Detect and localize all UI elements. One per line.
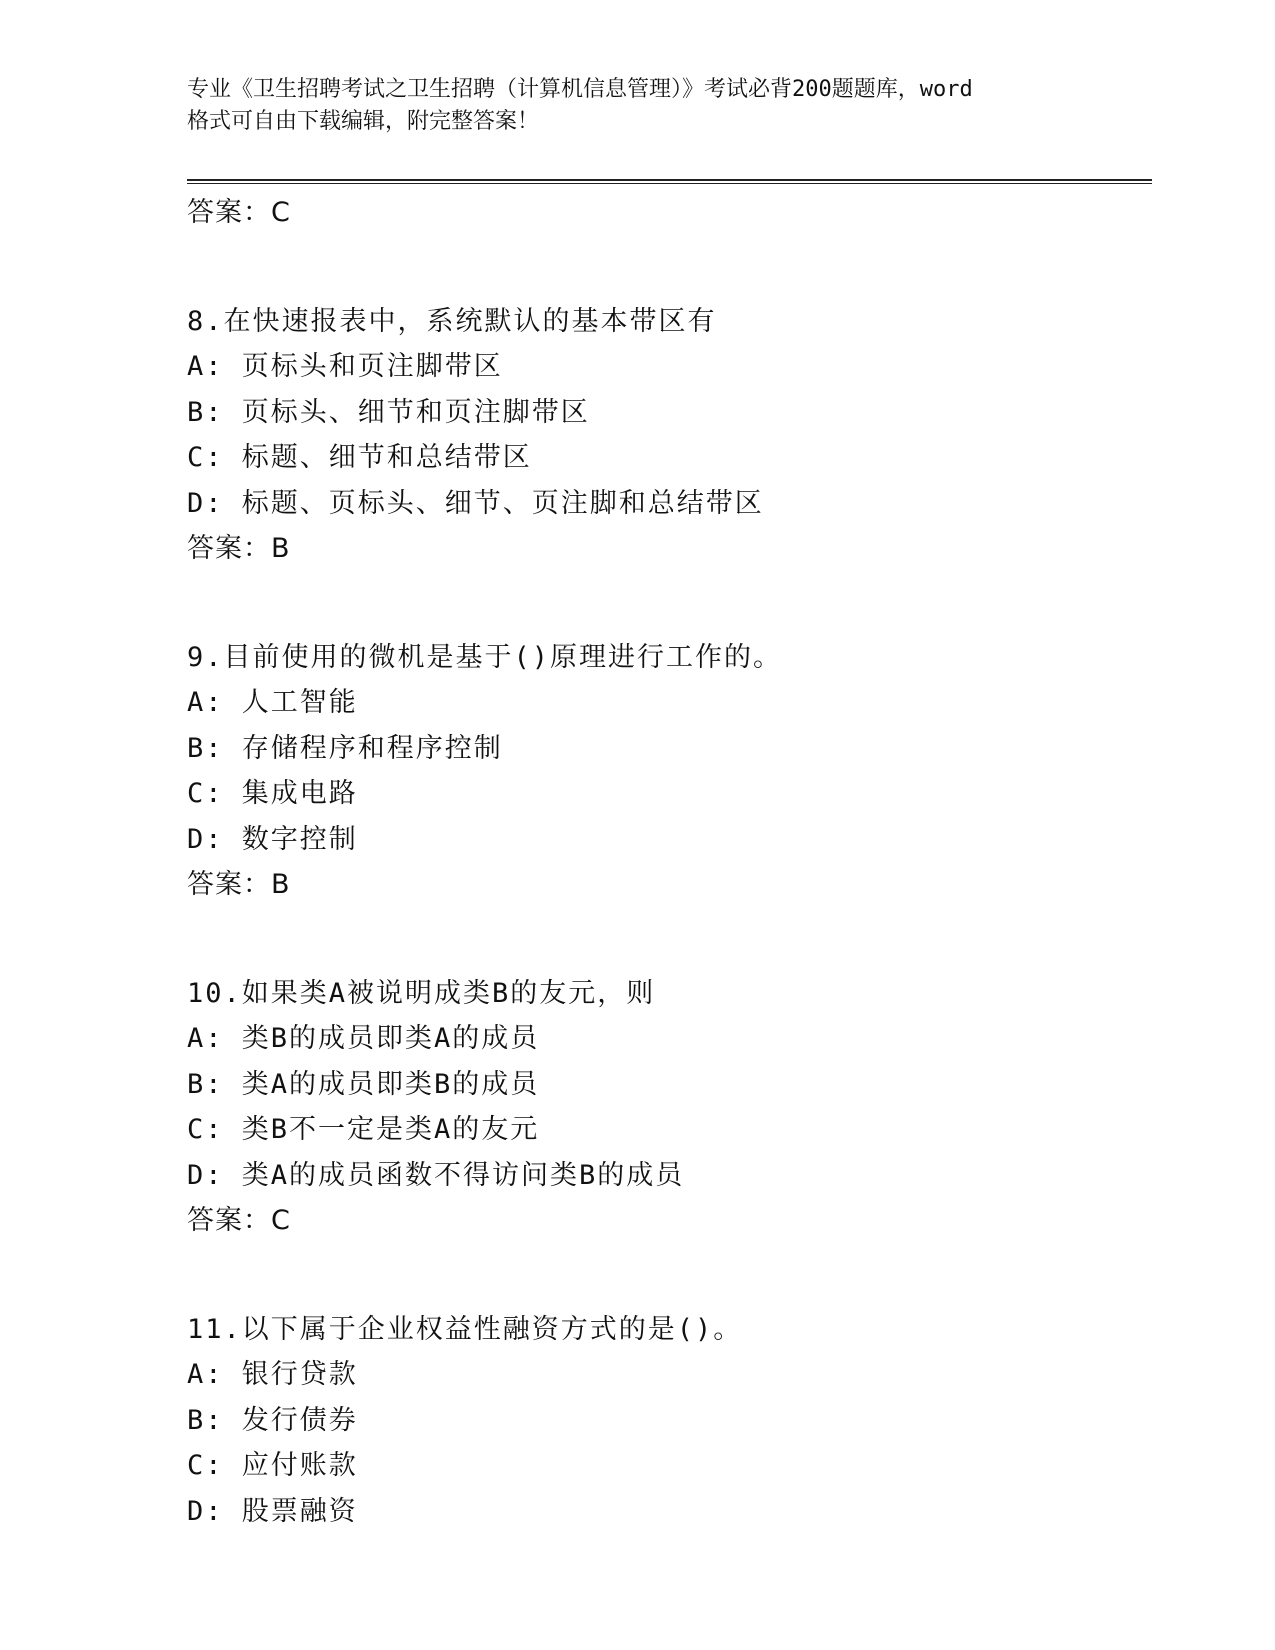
option-b: B: 发行债券 (187, 1404, 358, 1436)
answer: 答案：B (187, 533, 291, 564)
question-stem: 11.以下属于企业权益性融资方式的是()。 (187, 1313, 743, 1345)
question-stem: 8.在快速报表中，系统默认的基本带区有 (187, 305, 717, 337)
option-d: D: 类A的成员函数不得访问类B的成员 (187, 1159, 685, 1191)
question-stem: 10.如果类A被说明成类B的友元，则 (187, 977, 656, 1009)
option-d: D: 数字控制 (187, 823, 358, 855)
option-c: C: 集成电路 (187, 778, 358, 809)
question-8 (187, 299, 1147, 572)
header-line-2: 格式可自由下载编辑，附完整答案！ (187, 109, 540, 134)
option-a: A: 人工智能 (187, 687, 358, 718)
option-a: A: 页标头和页注脚带区 (187, 351, 503, 382)
answer: 答案：C (187, 1205, 291, 1236)
header-line-1: 专业《卫生招聘考试之卫生招聘（计算机信息管理）》考试必背200题题库，word (187, 77, 973, 102)
document-header (187, 74, 1087, 138)
question-10 (187, 971, 1147, 1244)
option-a: A: 类B的成员即类A的成员 (187, 1023, 540, 1054)
option-b: B: 类A的成员即类B的成员 (187, 1068, 540, 1100)
question-stem: 9.目前使用的微机是基于()原理进行工作的。 (187, 641, 783, 673)
option-c: C: 类B不一定是类A的友元 (187, 1114, 540, 1145)
answer: 答案：B (187, 869, 291, 900)
question-9 (187, 635, 1147, 908)
option-d: D: 股票融资 (187, 1495, 358, 1527)
option-c: C: 标题、细节和总结带区 (187, 442, 532, 473)
question-11 (187, 1307, 1147, 1535)
previous-answer: 答案：C (187, 197, 291, 228)
option-b: B: 存储程序和程序控制 (187, 732, 503, 764)
header-divider-thick (187, 179, 1152, 181)
option-d: D: 标题、页标头、细节、页注脚和总结带区 (187, 487, 764, 519)
option-c: C: 应付账款 (187, 1450, 358, 1481)
header-divider-thin (187, 183, 1152, 184)
option-b: B: 页标头、细节和页注脚带区 (187, 396, 590, 428)
option-a: A: 银行贷款 (187, 1359, 358, 1390)
question-list (187, 190, 1147, 1534)
